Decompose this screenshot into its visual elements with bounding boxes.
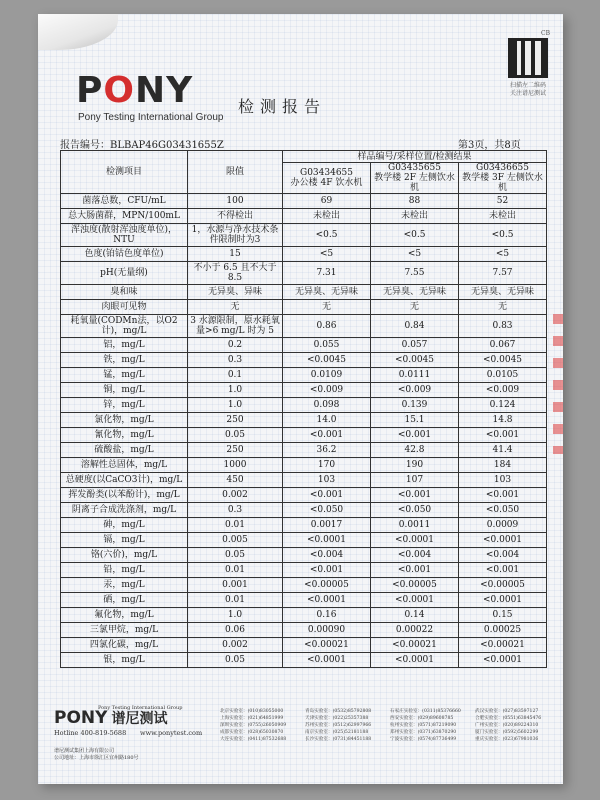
- cell-item: 总硬度(以CaCO3计)，mg/L: [61, 473, 188, 488]
- cell-r2: <0.001: [371, 488, 459, 503]
- cell-r3: 7.57: [459, 262, 547, 285]
- table-row: [61, 224, 547, 247]
- cell-r3: <0.00021: [459, 638, 547, 653]
- cell-r2: <0.0045: [371, 353, 459, 368]
- cell-r3: 未检出: [459, 209, 547, 224]
- logo-subtitle: Pony Testing International Group: [78, 112, 224, 123]
- report-page: [38, 14, 563, 784]
- cell-item: 铜，mg/L: [61, 383, 188, 398]
- office-line: 杭州实验室：(0571)87219090: [390, 723, 457, 728]
- office-line: 南京实验室：(025)52181188: [305, 730, 369, 735]
- cell-r1: 0.00090: [283, 623, 371, 638]
- office-line: 合肥实验室：(0551)63845476: [475, 716, 542, 721]
- cell-r3: <0.009: [459, 383, 547, 398]
- table-row: [61, 473, 547, 488]
- office-line: 成都实验室：(028)65030870: [220, 730, 284, 735]
- table-row: [61, 548, 547, 563]
- cell-item: 锰，mg/L: [61, 368, 188, 383]
- cell-r1: 未检出: [283, 209, 371, 224]
- cell-r1: 14.0: [283, 413, 371, 428]
- cell-item: 砷，mg/L: [61, 518, 188, 533]
- cell-r2: 7.55: [371, 262, 459, 285]
- cell-item: 锌，mg/L: [61, 398, 188, 413]
- cell-r3: <0.050: [459, 503, 547, 518]
- office-line: 武汉实验室：(027)83597127: [475, 709, 539, 714]
- cell-r1: 36.2: [283, 443, 371, 458]
- table-row: [61, 247, 547, 262]
- table-row: [61, 383, 547, 398]
- results-table: [60, 150, 547, 668]
- cell-limit: 0.01: [188, 518, 283, 533]
- cell-r1: 无: [283, 300, 371, 315]
- cell-r2: <0.0001: [371, 653, 459, 668]
- cell-r1: <0.0001: [283, 533, 371, 548]
- cell-item: 四氯化碳，mg/L: [61, 638, 188, 653]
- cell-r2: <0.001: [371, 563, 459, 578]
- cell-item: 汞，mg/L: [61, 578, 188, 593]
- cell-item: 氯化物，mg/L: [61, 413, 188, 428]
- footer-company: 谱尼测试集团上海有限公司 公司地址：上海市徐汇区宜州路180号: [54, 748, 139, 761]
- office-line: 北京实验室：(010)83055000: [220, 709, 284, 714]
- cell-r3: 0.067: [459, 338, 547, 353]
- cell-item: 阴离子合成洗涤剂，mg/L: [61, 503, 188, 518]
- office-line: 石家庄实验室：(0311)85376660: [390, 709, 461, 714]
- cell-r2: 15.1: [371, 413, 459, 428]
- table-row: [61, 518, 547, 533]
- table-row: [61, 194, 547, 209]
- cell-limit: 1.0: [188, 608, 283, 623]
- cell-r1: <0.00005: [283, 578, 371, 593]
- report-number: 报告编号：BLBAP46G03431655Z: [60, 140, 224, 151]
- cell-r3: <0.004: [459, 548, 547, 563]
- report-title: 检测报告: [238, 97, 327, 116]
- cell-limit: 0.002: [188, 638, 283, 653]
- table-row: [61, 653, 547, 668]
- cell-item: 铝，mg/L: [61, 338, 188, 353]
- cell-limit: 无异臭、异味: [188, 285, 283, 300]
- cell-limit: 0.2: [188, 338, 283, 353]
- cell-r1: 0.0017: [283, 518, 371, 533]
- table-row: [61, 458, 547, 473]
- cell-r3: <0.5: [459, 224, 547, 247]
- cell-r2: 0.00022: [371, 623, 459, 638]
- stamp-mark: [553, 314, 563, 454]
- cell-r3: 52: [459, 194, 547, 209]
- header-limit: 限值: [188, 151, 283, 194]
- office-line: 郑州实验室：(0371)63870290: [390, 730, 457, 735]
- cell-limit: 0.01: [188, 563, 283, 578]
- cell-r3: 103: [459, 473, 547, 488]
- cell-limit: 0.005: [188, 533, 283, 548]
- cell-r2: <0.0001: [371, 593, 459, 608]
- cell-r2: <0.0001: [371, 533, 459, 548]
- cell-limit: 3 水源限制，原水耗氧量>6 mg/L 时为 5: [188, 315, 283, 338]
- cell-r2: 0.0111: [371, 368, 459, 383]
- cell-r2: <0.00005: [371, 578, 459, 593]
- cell-item: pH(无量纲): [61, 262, 188, 285]
- cell-r1: 170: [283, 458, 371, 473]
- cell-limit: 0.1: [188, 368, 283, 383]
- cell-r3: 0.124: [459, 398, 547, 413]
- table-row: [61, 300, 547, 315]
- cell-item: 浑浊度(散射浑浊度单位)，NTU: [61, 224, 188, 247]
- table-row: [61, 209, 547, 224]
- cell-item: 总大肠菌群，MPN/100mL: [61, 209, 188, 224]
- cell-r1: <0.0001: [283, 593, 371, 608]
- cell-item: 溶解性总固体，mg/L: [61, 458, 188, 473]
- cell-r2: 88: [371, 194, 459, 209]
- cell-item: 氟化物，mg/L: [61, 608, 188, 623]
- cell-item: 镉，mg/L: [61, 533, 188, 548]
- header-sample-3: G03436655 教学楼 3F 左侧饮水机: [459, 163, 547, 194]
- footer-website: www.ponytest.com: [140, 729, 203, 737]
- footer-logo-subtitle: Pony Testing International Group: [98, 705, 183, 711]
- qr-code-number: CB: [541, 30, 550, 37]
- cell-limit: 1，水源与净水技术条件限制时为3: [188, 224, 283, 247]
- pony-logo: PONY: [76, 70, 194, 111]
- office-line: 长沙实验室：(0731)84451188: [305, 737, 372, 742]
- cell-r3: 0.00025: [459, 623, 547, 638]
- cell-limit: 1.0: [188, 383, 283, 398]
- cell-r3: 0.0105: [459, 368, 547, 383]
- results-body: [61, 194, 547, 668]
- table-row: [61, 608, 547, 623]
- cell-limit: 0.05: [188, 428, 283, 443]
- cell-item: 三氯甲烷，mg/L: [61, 623, 188, 638]
- cell-limit: 不得检出: [188, 209, 283, 224]
- cell-r1: 69: [283, 194, 371, 209]
- table-row: [61, 398, 547, 413]
- cell-r1: 0.16: [283, 608, 371, 623]
- cell-r3: <0.0001: [459, 653, 547, 668]
- table-row: [61, 533, 547, 548]
- cell-item: 铬(六价)，mg/L: [61, 548, 188, 563]
- cell-r2: 42.8: [371, 443, 459, 458]
- cell-limit: 250: [188, 443, 283, 458]
- table-row: [61, 353, 547, 368]
- cell-r1: 无异臭、无异味: [283, 285, 371, 300]
- footer-offices: [220, 708, 560, 743]
- cell-item: 银，mg/L: [61, 653, 188, 668]
- cell-item: 臭和味: [61, 285, 188, 300]
- cell-r3: 0.0009: [459, 518, 547, 533]
- cell-r3: <0.001: [459, 563, 547, 578]
- office-line: 厦门实验室：(0592)5602299: [475, 730, 539, 735]
- cell-r3: 0.15: [459, 608, 547, 623]
- cell-r1: 0.098: [283, 398, 371, 413]
- cell-limit: 0.001: [188, 578, 283, 593]
- table-row: [61, 443, 547, 458]
- office-line: 重庆实验室：(023)67981036: [475, 737, 539, 742]
- cell-item: 氰化物，mg/L: [61, 428, 188, 443]
- table-row: [61, 488, 547, 503]
- table-row: [61, 503, 547, 518]
- cell-r2: 未检出: [371, 209, 459, 224]
- cell-r2: <0.009: [371, 383, 459, 398]
- cell-r3: <0.0001: [459, 593, 547, 608]
- table-row: [61, 428, 547, 443]
- cell-r1: 0.055: [283, 338, 371, 353]
- office-line: 青岛实验室：(0532)85792808: [305, 709, 372, 714]
- office-line: 西安实验室：(029)89608785: [390, 716, 454, 721]
- cell-item: 硫酸盐，mg/L: [61, 443, 188, 458]
- header-sample-2: G03435655 教学楼 2F 左侧饮水机: [371, 163, 459, 194]
- footer-logo: PONY 谱尼测试: [54, 708, 168, 728]
- cell-item: 耗氧量(CODMn法，以O2计)，mg/L: [61, 315, 188, 338]
- table-row: [61, 578, 547, 593]
- cell-r2: 0.84: [371, 315, 459, 338]
- cell-r1: <0.0045: [283, 353, 371, 368]
- footer-hotline: Hotline 400-819-5688: [54, 729, 127, 737]
- cell-r1: <0.001: [283, 428, 371, 443]
- cell-r1: 103: [283, 473, 371, 488]
- cell-r1: <0.0001: [283, 653, 371, 668]
- table-row: [61, 593, 547, 608]
- office-line: 苏州实验室：(0512)62997966: [305, 723, 372, 728]
- cell-limit: 0.05: [188, 548, 283, 563]
- cell-r3: <0.001: [459, 428, 547, 443]
- cell-item: 色度(铂钴色度单位): [61, 247, 188, 262]
- cell-r3: 无异臭、无异味: [459, 285, 547, 300]
- cell-limit: 1000: [188, 458, 283, 473]
- cell-limit: 0.06: [188, 623, 283, 638]
- office-line: 广州实验室：(020)89224310: [475, 723, 539, 728]
- cell-r1: <0.004: [283, 548, 371, 563]
- cell-r3: 0.83: [459, 315, 547, 338]
- cell-r2: <0.001: [371, 428, 459, 443]
- table-row: [61, 413, 547, 428]
- cell-limit: 0.05: [188, 653, 283, 668]
- cell-limit: 1.0: [188, 398, 283, 413]
- cell-r2: <0.050: [371, 503, 459, 518]
- cell-r2: 0.0011: [371, 518, 459, 533]
- table-row: [61, 315, 547, 338]
- cell-r2: <0.5: [371, 224, 459, 247]
- table-row: [61, 368, 547, 383]
- cell-r2: <0.00021: [371, 638, 459, 653]
- table-row: [61, 338, 547, 353]
- cell-item: 肉眼可见物: [61, 300, 188, 315]
- cell-r3: 14.8: [459, 413, 547, 428]
- cell-r1: <0.001: [283, 488, 371, 503]
- cell-r1: <0.5: [283, 224, 371, 247]
- office-line: 大连实验室：(0411)87532688: [220, 737, 287, 742]
- header-item: 检测项目: [61, 151, 188, 194]
- cell-r1: 0.0109: [283, 368, 371, 383]
- cell-r3: 41.4: [459, 443, 547, 458]
- cell-r1: <0.001: [283, 563, 371, 578]
- cell-item: 菌落总数，CFU/mL: [61, 194, 188, 209]
- cell-r3: <0.0045: [459, 353, 547, 368]
- cell-limit: 250: [188, 413, 283, 428]
- cell-r3: <0.00005: [459, 578, 547, 593]
- page-number: 第3页，共8页: [458, 140, 521, 151]
- table-row: [61, 262, 547, 285]
- table-row: [61, 638, 547, 653]
- page-curl: [38, 14, 118, 50]
- cell-limit: 450: [188, 473, 283, 488]
- cell-r1: 0.86: [283, 315, 371, 338]
- cell-r1: <0.00021: [283, 638, 371, 653]
- qr-caption: 扫描左二维码 关注谱尼测试: [509, 82, 546, 97]
- cell-item: 铁，mg/L: [61, 353, 188, 368]
- cell-r2: <5: [371, 247, 459, 262]
- cell-r1: 7.31: [283, 262, 371, 285]
- table-row: [61, 623, 547, 638]
- cell-limit: 100: [188, 194, 283, 209]
- office-line: 深圳实验室：(0755)26050909: [220, 723, 287, 728]
- qr-code-icon: [508, 38, 548, 78]
- cell-limit: 15: [188, 247, 283, 262]
- table-row: [61, 285, 547, 300]
- office-line: 宁波实验室：(0574)87736499: [390, 737, 457, 742]
- office-line: 天津实验室：(022)25357388: [305, 716, 369, 721]
- cell-limit: 0.002: [188, 488, 283, 503]
- cell-r2: 190: [371, 458, 459, 473]
- cell-r1: <0.050: [283, 503, 371, 518]
- cell-r2: 0.139: [371, 398, 459, 413]
- cell-item: 硒，mg/L: [61, 593, 188, 608]
- cell-r3: <0.001: [459, 488, 547, 503]
- cell-r1: <5: [283, 247, 371, 262]
- cell-r3: <0.0001: [459, 533, 547, 548]
- cell-r3: <5: [459, 247, 547, 262]
- cell-r2: 无异臭、无异味: [371, 285, 459, 300]
- header-sample-group: 样品编号/采样位置/检测结果: [283, 151, 547, 163]
- cell-r2: <0.004: [371, 548, 459, 563]
- cell-limit: 0.3: [188, 353, 283, 368]
- header-sample-1: G03434655 办公楼 4F 饮水机: [283, 163, 371, 194]
- cell-item: 铅，mg/L: [61, 563, 188, 578]
- cell-r2: 0.057: [371, 338, 459, 353]
- cell-limit: 不小于 6.5 且不大于 8.5: [188, 262, 283, 285]
- cell-item: 挥发酚类(以苯酚计)，mg/L: [61, 488, 188, 503]
- cell-r3: 184: [459, 458, 547, 473]
- cell-r2: 107: [371, 473, 459, 488]
- cell-limit: 无: [188, 300, 283, 315]
- office-line: 上海实验室：(021)64851999: [220, 716, 284, 721]
- cell-limit: 0.3: [188, 503, 283, 518]
- cell-limit: 0.01: [188, 593, 283, 608]
- cell-r2: 无: [371, 300, 459, 315]
- cell-r2: 0.14: [371, 608, 459, 623]
- table-row: [61, 563, 547, 578]
- cell-r1: <0.009: [283, 383, 371, 398]
- cell-r3: 无: [459, 300, 547, 315]
